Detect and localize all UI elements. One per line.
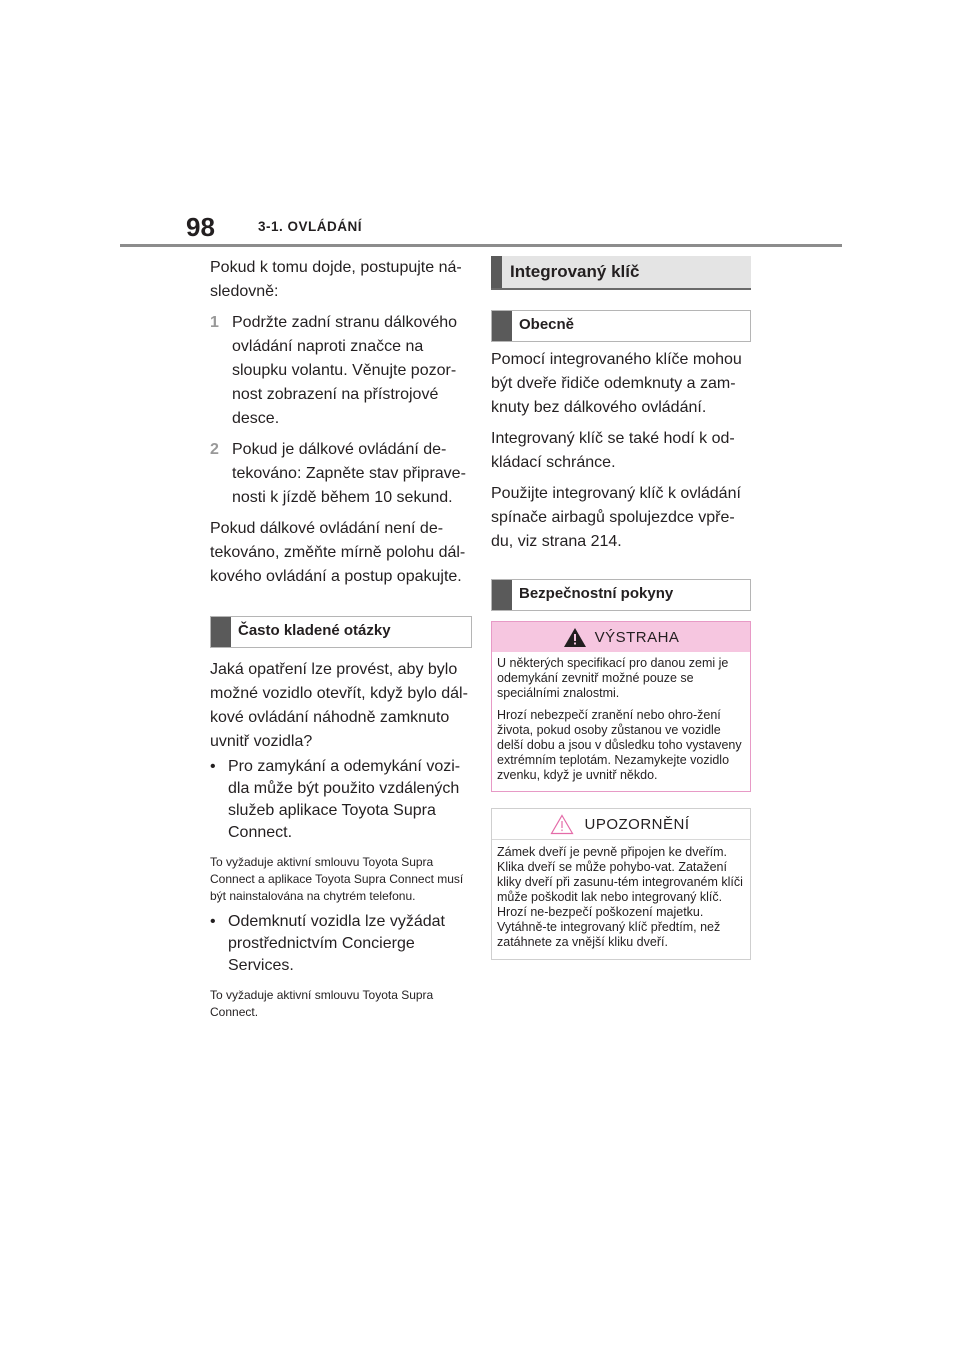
general-heading [491,310,751,342]
general-para-1: Pomocí integrovaného klíče mohou být dveře řidiče odemknuty a zam-knuty bez dálkového ovládání. [491,351,742,416]
integrated-key-heading [491,256,751,290]
heading-bar [492,311,512,341]
note-text: To vyžaduje aktivní smlouvu Toyota Supra Connect. [210,988,434,1019]
notice-para-1: Zámek dveří je pevně připojen ke dveřím. Klika dveří se může pohybo-vat. Zatažení kliky dveří při zasunu-tém integrovaném klíči může poškodit lak nebo integrovaný klíč. Hrozí ne-bezpečí poškození majetku. Vytáhně-te integrovaný klíč předtím, než zatáhnete za vnější kliku dveří. [497,845,743,949]
general-heading-label: Obecně [519,316,575,333]
bullet-dot: • [210,758,216,775]
heading-bar [492,580,512,610]
intro-text: Pokud k tomu dojde, postupujte ná-sledovně: [210,259,462,300]
bullet-dot: • [210,913,216,930]
integrated-key-heading-label: Integrovaný klíč [510,262,640,281]
warning-triangle-icon [563,627,587,648]
notice-header [492,809,750,840]
note-text: To vyžaduje aktivní smlouvu Toyota Supra Connect a aplikace Toyota Supra Connect musí být nainstalována na chytrém telefonu. [210,855,464,903]
step-1 [210,311,472,431]
bullet-item-concierge [210,911,472,977]
notice-content [492,840,750,959]
after-steps-text: Pokud dálkové ovládání není de-tekováno, změňte mírně polohu dál-kového ovládání a postup opakujte. [210,520,466,585]
bullet-item-remote-services [210,756,472,844]
warning-content [492,652,750,791]
heading-bar [491,256,502,288]
warning-title: VÝSTRAHA [594,628,680,646]
step-number: 2 [210,441,219,458]
safety-heading-label: Bezpečnostní pokyny [519,585,674,602]
warning-box [491,621,751,792]
section-title: 3-1. OVLÁDÁNÍ [258,219,363,234]
faq-heading [210,616,472,648]
step-2 [210,438,472,510]
step-text: Podržte zadní stranu dálkového ovládání naproti značce na sloupku volantu. Věnujte pozor-nost zobrazení na přístrojové desce. [232,314,458,427]
header-rule [120,244,842,247]
faq-question: Jaká opatření lze provést, aby bylo možné vozidlo otevřít, když bylo dál-kové ovládání náhodně zamknuto uvnitř vozidla? [210,661,468,750]
notice-title: UPOZORNĚNÍ [584,815,690,833]
left-column [210,256,472,1027]
page-number: 98 [186,212,215,242]
notice-triangle-icon [550,814,574,835]
warning-para-2: Hrozí nebezpečí zranění nebo ohro-žení života, pokud osoby zůstanou ve vozidle delší dobu a jsou v důsledku toho vystaveny extrémním teplotám. Nezamykejte vozidlo zvenku, když je uvnitř někdo. [497,708,742,782]
notice-box [491,808,751,960]
right-column [491,256,751,960]
step-number: 1 [210,314,219,331]
warning-header [492,622,750,652]
bullet-text: Pro zamykání a odemykání vozi-dla může být použito vzdálených služeb aplikace Toyota Supra Connect. [228,758,461,841]
warning-para-1: U některých specifikací pro danou zemi je odemykání zevnitř možné pouze se speciálními znalostmi. [497,656,729,700]
safety-heading [491,579,751,611]
heading-bar [211,617,231,647]
general-para-2: Integrovaný klíč se také hodí k od-kládací schránce. [491,430,735,471]
step-text: Pokud je dálkové ovládání de-tekováno: Zapněte stav připrave-nosti k jízdě během 10 sekund. [232,441,466,506]
faq-heading-label: Často kladené otázky [238,622,391,639]
general-para-3: Použijte integrovaný klíč k ovládání spínače airbagů spolujezdce vpře-du, viz strana 214. [491,485,741,550]
bullet-text: Odemknutí vozidla lze vyžádat prostřednictvím Concierge Services. [228,913,445,974]
